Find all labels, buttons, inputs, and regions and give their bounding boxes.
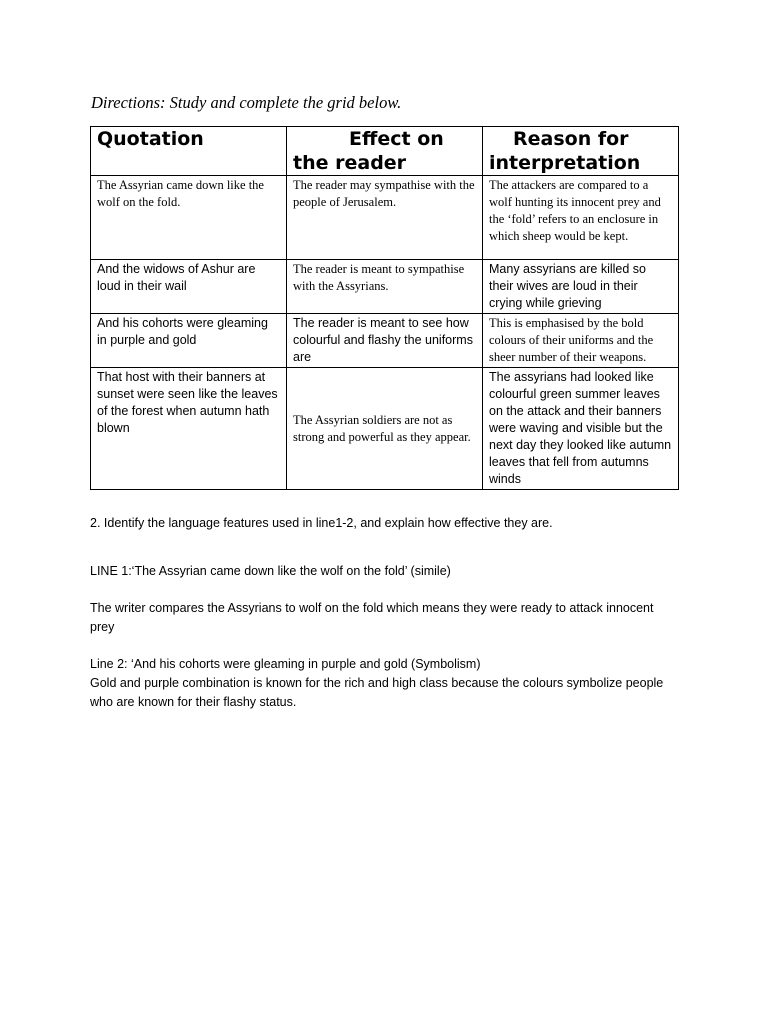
effect-cell: The reader is meant to sympathise with the Assyrians. (287, 260, 483, 314)
header-quotation: Quotation (91, 127, 287, 176)
quotation-cell: And the widows of Ashur are loud in their wail (91, 260, 287, 314)
grid-header-row (91, 127, 679, 176)
table-row (91, 314, 679, 368)
effect-cell: The Assyrian soldiers are not as strong and powerful as they appear. (287, 368, 483, 490)
quotation-cell: And his cohorts were gleaming in purple and gold (91, 314, 287, 368)
line2-answer: Gold and purple combination is known for the rich and high class because the colours symbolize people who are known for their flashy status. (90, 676, 664, 709)
line1-answer: The writer compares the Assyrians to wolf on the fold which means they were ready to attack innocent prey (90, 601, 654, 634)
question-2: 2. Identify the language features used in line1-2, and explain how effective they are. (90, 516, 553, 530)
reason-cell: The attackers are compared to a wolf hunting its innocent prey and the ‘fold’ refers to an enclosure in which sheep would be kept. (483, 176, 679, 260)
quotation-cell: That host with their banners at sunset were seen like the leaves of the forest when autumn hath blown (91, 368, 287, 490)
header-reason-line1: Reason for (513, 128, 629, 150)
directions-text: Directions: Study and complete the grid below. (91, 93, 402, 112)
table-row (91, 368, 679, 490)
quotation-cell: The Assyrian came down like the wolf on the fold. (91, 176, 287, 260)
table-row (91, 260, 679, 314)
reason-cell: Many assyrians are killed so their wives are loud in their crying while grieving (483, 260, 679, 314)
effect-cell: The reader is meant to see how colourful and flashy the uniforms are (287, 314, 483, 368)
reason-cell: This is emphasised by the bold colours of their uniforms and the sheer number of their weapons. (483, 314, 679, 368)
header-reason-line2: interpretation (489, 152, 641, 174)
line2-heading: Line 2: ‘And his cohorts were gleaming in purple and gold (Symbolism) (90, 657, 481, 671)
header-reason (483, 127, 679, 176)
reason-cell: The assyrians had looked like colourful green summer leaves on the attack and their banners were waving and visible but the next day they looked like autumn leaves that fell from autumns winds (483, 368, 679, 490)
header-effect-line2: the reader (293, 152, 407, 174)
effect-cell: The reader may sympathise with the people of Jerusalem. (287, 176, 483, 260)
line1-heading: LINE 1:‘The Assyrian came down like the wolf on the fold’ (simile) (90, 564, 451, 578)
analysis-grid (90, 126, 679, 490)
table-row (91, 176, 679, 260)
header-effect (287, 127, 483, 176)
header-effect-line1: Effect on (349, 128, 444, 150)
